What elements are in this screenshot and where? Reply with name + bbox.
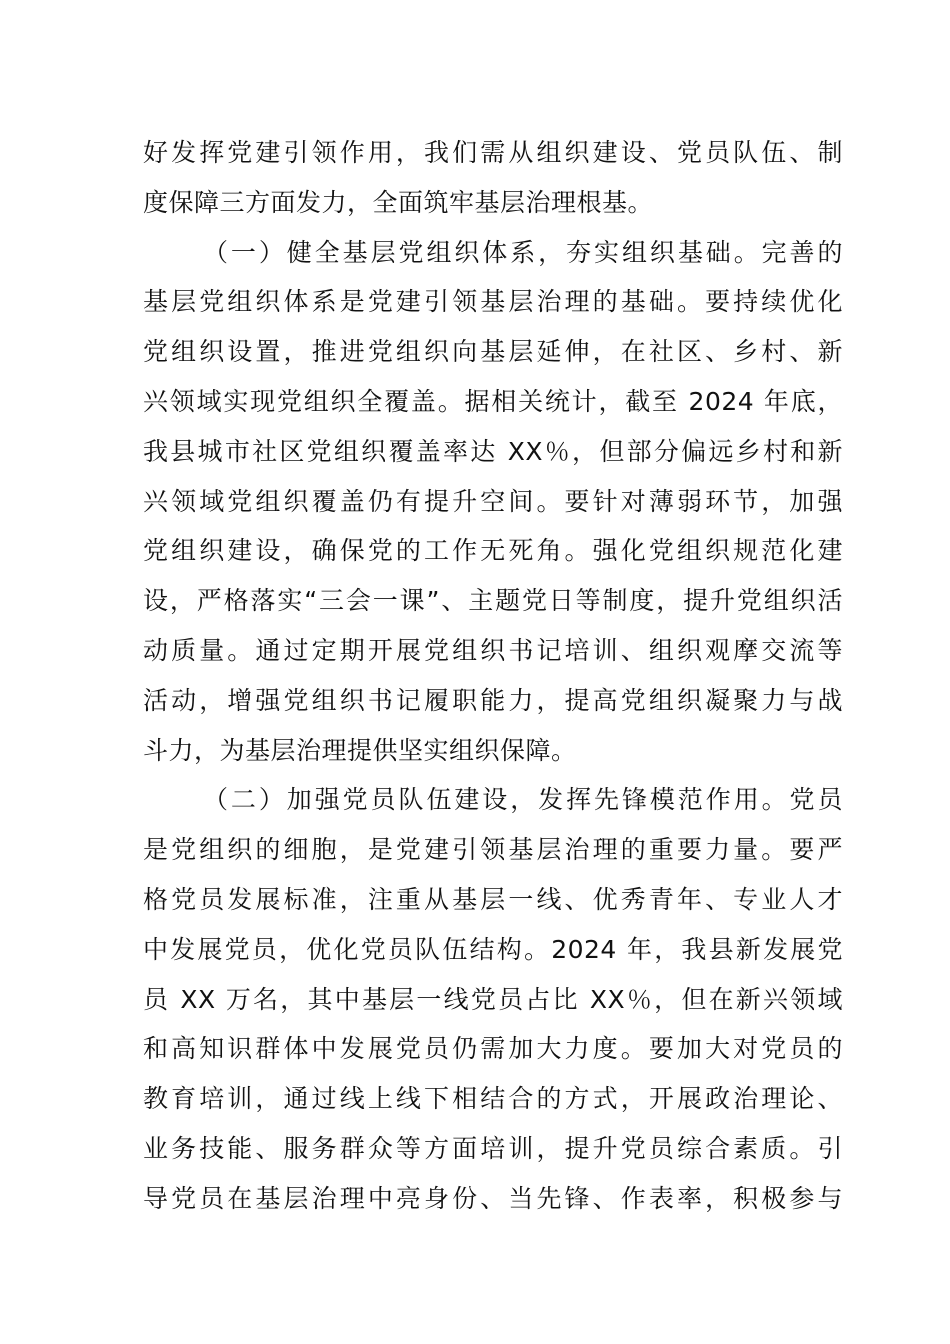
- text-line: 和高知识群体中发展党员仍需加大力度。要加大对党员的: [143, 1034, 843, 1064]
- text-line: 斗力，为基层治理提供坚实组织保障。: [143, 735, 577, 765]
- text-line: 教育培训，通过线上线下相结合的方式，开展政治理论、: [143, 1084, 843, 1114]
- text-line: 是党组织的细胞，是党建引领基层治理的重要力量。要严: [143, 835, 843, 865]
- text-line: 业务技能、服务群众等方面培训，提升党员综合素质。引: [143, 1133, 843, 1163]
- text-line: 党组织建设，确保党的工作无死角。强化党组织规范化建: [143, 536, 843, 566]
- text-line: 党组织设置，推进党组织向基层延伸，在社区、乡村、新: [143, 337, 843, 367]
- section-heading-line: （二）加强党员队伍建设，发挥先锋模范作用。党员: [203, 785, 843, 815]
- text-line: 格党员发展标准，注重从基层一线、优秀青年、专业人才: [143, 884, 843, 914]
- text-line: 员 XX 万名，其中基层一线党员占比 XX％，但在新兴领域: [143, 984, 843, 1014]
- text-line: 兴领域实现党组织全覆盖。据相关统计，截至 2024 年底，: [143, 386, 843, 416]
- text-line: 导党员在基层治理中亮身份、当先锋、作表率，积极参与: [143, 1183, 843, 1213]
- text-line: 度保障三方面发力，全面筑牢基层治理根基。: [143, 187, 654, 217]
- document-body: [143, 128, 843, 1224]
- text-line: 基层党组织体系是党建引领基层治理的基础。要持续优化: [143, 287, 843, 317]
- text-line: 设，严格落实“三会一课”、主题党日等制度，提升党组织活: [143, 586, 843, 616]
- text-line: 兴领域党组织覆盖仍有提升空间。要针对薄弱环节，加强: [143, 486, 843, 516]
- text-line: 好发挥党建引领作用，我们需从组织建设、党员队伍、制: [143, 138, 843, 167]
- text-line: 活动，增强党组织书记履职能力，提高党组织凝聚力与战: [143, 685, 843, 715]
- text-line: 中发展党员，优化党员队伍结构。2024 年，我县新发展党: [143, 934, 843, 964]
- text-line: 动质量。通过定期开展党组织书记培训、组织观摩交流等: [143, 635, 843, 665]
- section-heading-line: （一）健全基层党组织体系，夯实组织基础。完善的: [203, 237, 843, 267]
- text-line: 我县城市社区党组织覆盖率达 XX％，但部分偏远乡村和新: [143, 436, 843, 466]
